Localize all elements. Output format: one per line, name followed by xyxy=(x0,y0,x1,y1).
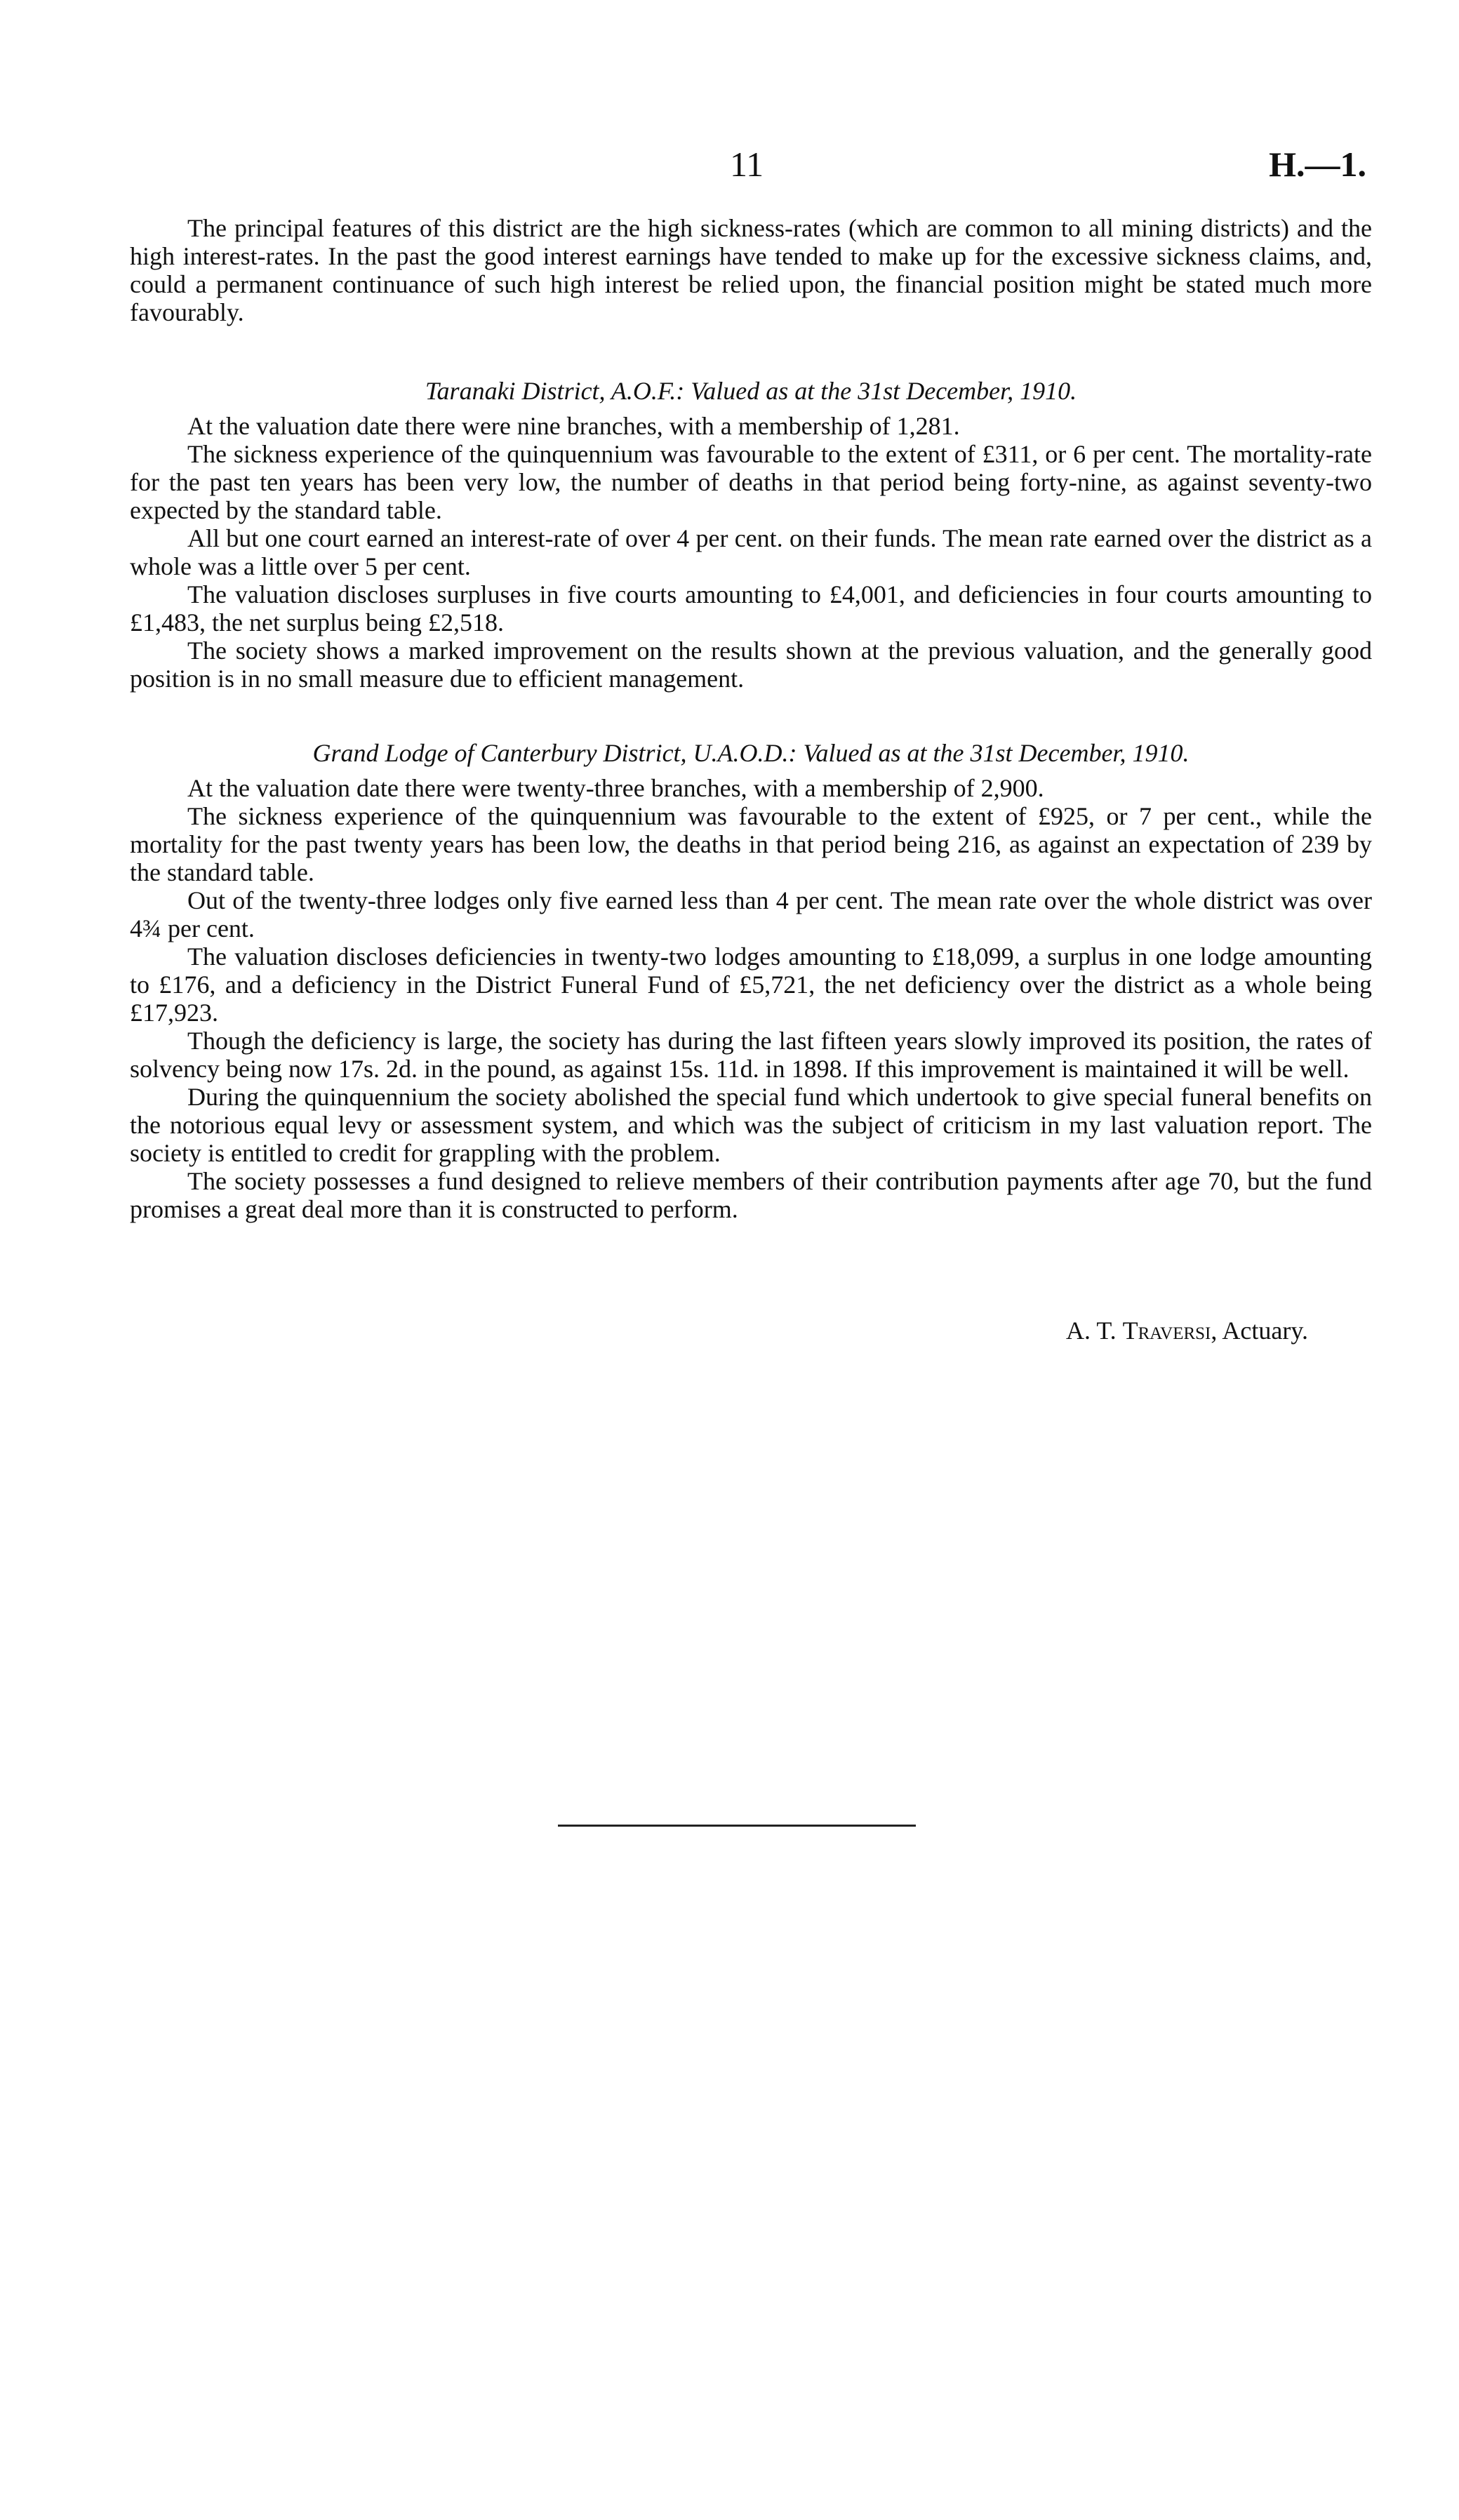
canterbury-section xyxy=(130,739,1372,1223)
canterbury-heading: Grand Lodge of Canterbury District, U.A.O.D.: Valued as at the 31st December, 1910. xyxy=(312,739,1190,767)
end-rule xyxy=(558,1825,916,1827)
intro-paragraph: The principal features of this district are the high sickness-rates (which are common to all mining districts) and the high interest-rates. In the past the good interest earnings have tended to make up for the excessive sickness claims, and, could a permanent continuance of such high interest be relied upon, the financial position might be stated much more favourably. xyxy=(130,214,1372,326)
signature-surname: Traversi xyxy=(1122,1316,1211,1345)
taranaki-paragraph-5: The society shows a marked improvement on the results shown at the previous valuation, and the generally good position is in no small measure due to efficient management. xyxy=(130,636,1372,693)
canterbury-paragraph-1: At the valuation date there were twenty-three branches, with a membership of 2,900. xyxy=(187,774,1044,802)
taranaki-heading: Taranaki District, A.O.F.: Valued as at the 31st December, 1910. xyxy=(425,377,1077,405)
page-number: 11 xyxy=(730,145,764,184)
intro-section xyxy=(130,214,1372,326)
page-header xyxy=(0,144,1459,193)
canterbury-paragraph-4: The valuation discloses deficiencies in twenty-two lodges amounting to £18,099, a surplus in one lodge amounting to £176, and a deficiency in the District Funeral Fund of £5,721, the net deficiency over the district as a whole being £17,923. xyxy=(130,942,1372,1027)
canterbury-paragraph-6: During the quinquennium the society abolished the special fund which undertook to give special funeral benefits on the notorious equal levy or assessment system, and which was the subject of criticism in my last valuation report. The society is entitled to credit for grappling with the problem. xyxy=(130,1083,1372,1167)
taranaki-paragraph-4: The valuation discloses surpluses in five courts amounting to £4,001, and deficiencies in four courts amounting to £1,483, the net surplus being £2,518. xyxy=(130,580,1372,636)
taranaki-paragraph-2: The sickness experience of the quinquennium was favourable to the extent of £311, or 6 per cent. The mortality-rate for the past ten years has been very low, the number of deaths in that period being forty-nine, as against seventy-two expected by the standard table. xyxy=(130,440,1372,524)
taranaki-paragraph-3: All but one court earned an interest-rate of over 4 per cent. on their funds. The mean rate earned over the district as a whole was a little over 5 per cent. xyxy=(130,524,1372,580)
signature-title: , Actuary. xyxy=(1211,1316,1308,1345)
canterbury-paragraph-5: Though the deficiency is large, the society has during the last fifteen years slowly improved its position, the rates of solvency being now 17s. 2d. in the pound, as against 15s. 11d. in 1898. If this improvement is maintained it will be well. xyxy=(130,1027,1372,1083)
signature-initials: A. T. xyxy=(1065,1316,1117,1345)
document-reference: H.—1. xyxy=(1269,145,1366,184)
canterbury-paragraph-7: The society possesses a fund designed to relieve members of their contribution payments after age 70, but the fund promises a great deal more than it is constructed to perform. xyxy=(130,1167,1372,1223)
canterbury-paragraph-2: The sickness experience of the quinquennium was favourable to the extent of £925, or 7 per cent., while the mortality for the past twenty years has been low, the deaths in that period being 216, as against an expectation of 239 by the standard table. xyxy=(130,802,1372,886)
taranaki-paragraph-1: At the valuation date there were nine branches, with a membership of 1,281. xyxy=(187,412,960,440)
canterbury-paragraph-3: Out of the twenty-three lodges only five earned less than 4 per cent. The mean rate over the whole district was over 4¾ per cent. xyxy=(130,886,1372,942)
signature xyxy=(1066,1316,1308,1345)
taranaki-section xyxy=(130,377,1372,693)
